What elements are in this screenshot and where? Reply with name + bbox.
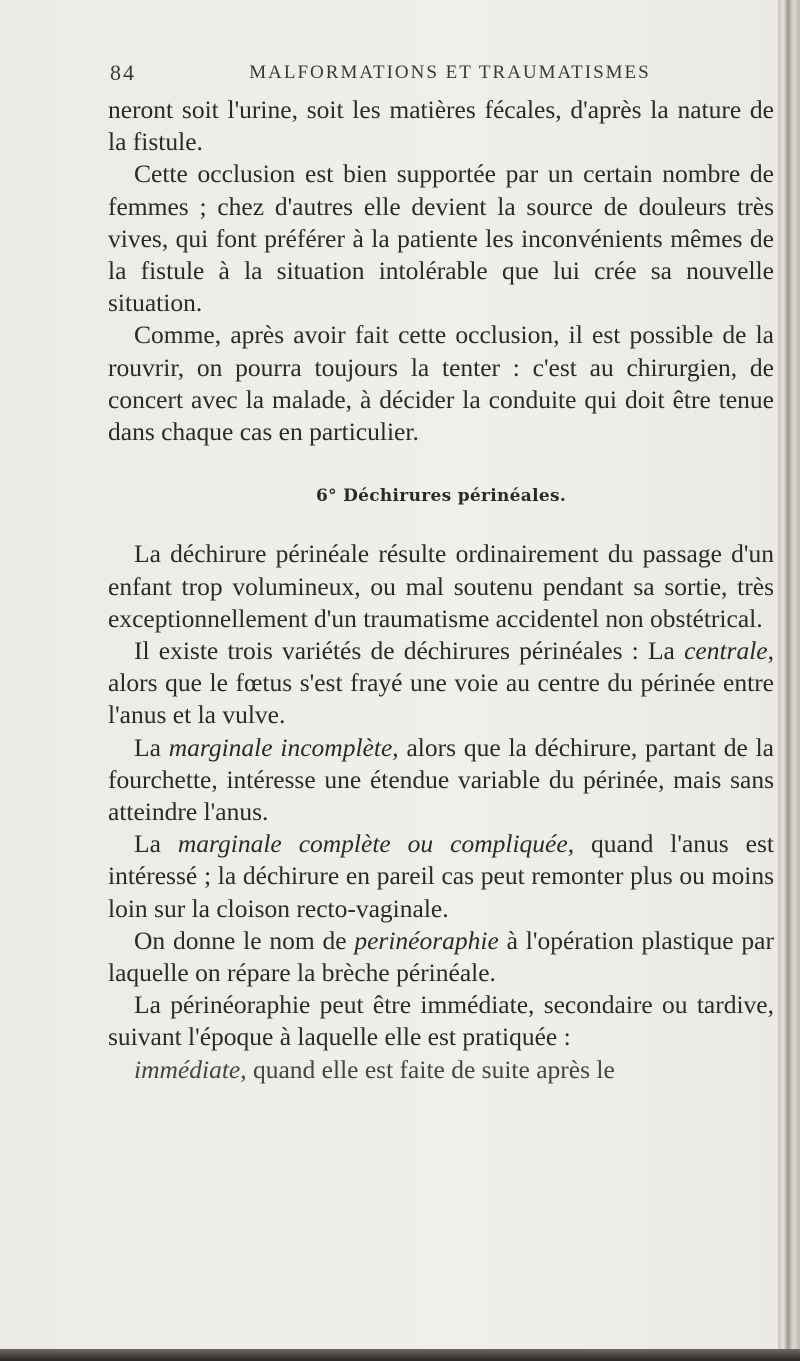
- paragraph: La marginale complète ou compliquée, quand l'anus est intéressé ; la déchirure en pareil cas peut remonter plus ou moins loin sur la cloison recto-vaginale.: [108, 829, 774, 923]
- paragraph: La marginale incomplète, alors que la déchirure, partant de la fourchette, intéresse une étendue variable du périnée, mais sans atteindre l'anus.: [108, 732, 774, 827]
- paragraph: Comme, après avoir fait cette occlusion, il est possible de la rouvrir, on pourra toujours la tenter : c'est au chirurgien, de concert avec la malade, à décider la conduite qui doit être tenue dans chaque cas en particulier.: [108, 320, 774, 447]
- term: immédiate: [134, 1054, 241, 1084]
- page-number: 84: [110, 60, 136, 85]
- paragraph: neront soit l'urine, soit les matières fécales, d'après la nature de la fistule.: [108, 95, 774, 157]
- paragraph: Il existe trois variétés de déchirures périnéales : La centrale, alors que le fœtus s'est frayé une voie au centre du périnée entre l'anus et la vulve.: [108, 636, 774, 730]
- paragraph: La déchirure périnéale résulte ordinairement du passage d'un enfant trop volumineux, ou mal soutenu pendant sa sortie, très exceptionnellement d'un traumatisme accidentel non obstétrical.: [108, 539, 774, 633]
- variety-term: centrale: [684, 636, 768, 666]
- variety-term: marginale incomplète: [168, 732, 393, 762]
- body-text: [108, 94, 774, 1086]
- paragraph: On donne le nom de perinéoraphie à l'opération plastique par laquelle on répare la brèche périnéale.: [108, 925, 774, 988]
- term: perinéoraphie: [354, 925, 499, 955]
- variety-term: marginale complète ou compliquée: [177, 829, 568, 859]
- page-header: [110, 60, 770, 86]
- section-heading: 6° Déchirures périnéales.: [315, 486, 567, 507]
- paragraph: Cette occlusion est bien supportée par un certain nombre de femmes ; chez d'autres elle devient la source de douleurs très vives, qui font préférer à la patiente les inconvénients mêmes de la fistule à la situation intolérable que lui crée sa nouvelle situation.: [108, 159, 774, 318]
- paragraph: La périnéoraphie peut être immédiate, secondaire ou tardive, suivant l'époque à laquelle elle est pratiquée :: [108, 990, 774, 1052]
- book-spine-edge: [778, 0, 800, 1361]
- page-bottom-edge: [0, 1349, 800, 1361]
- paragraph: immédiate, quand elle est faite de suite après le: [134, 1054, 615, 1084]
- running-title: MALFORMATIONS ET TRAUMATISMES: [249, 62, 651, 83]
